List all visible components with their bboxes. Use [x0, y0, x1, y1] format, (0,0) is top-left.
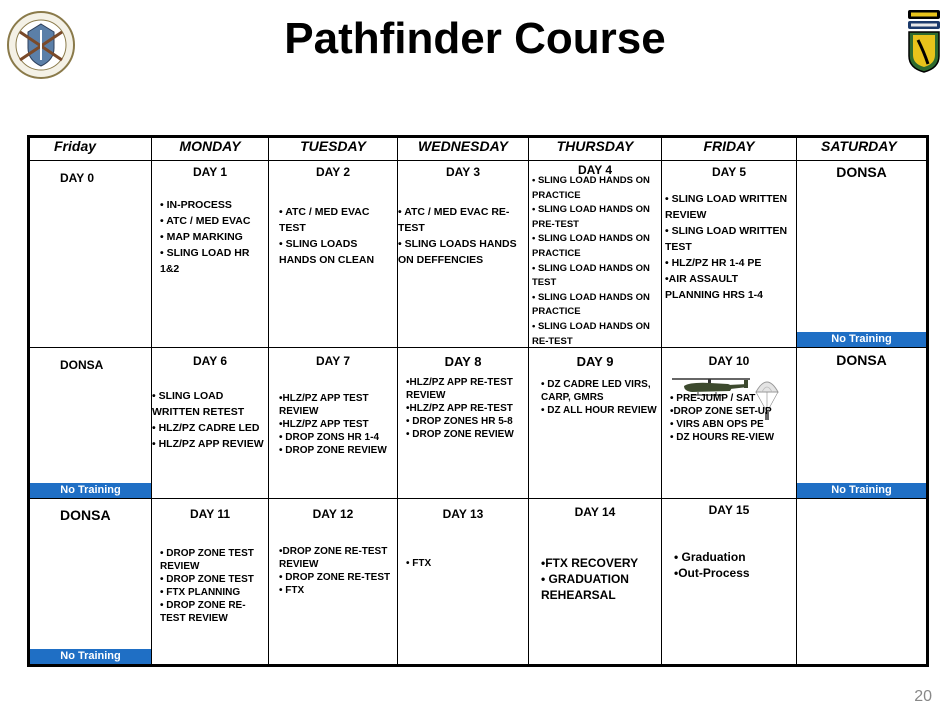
activity-item: • SLING LOAD HANDS ON PRACTICE: [532, 233, 650, 259]
activity-list: [406, 376, 518, 441]
day-label: DAY 8: [444, 354, 482, 369]
activity-item: • DROP ZONE RE-TEST REVIEW: [160, 600, 246, 624]
activity-item: • FTX PLANNING: [160, 587, 241, 598]
donsa-label: DONSA: [60, 507, 111, 523]
activity-list: [665, 191, 795, 303]
day-label: DAY 14: [574, 505, 616, 519]
cell-day-4: [529, 161, 662, 348]
header-friday-2: FRIDAY: [662, 137, 797, 161]
activity-item: •HLZ/PZ APP RE-TEST: [406, 403, 513, 414]
cell-saturday-1: [797, 161, 928, 348]
activity-item: • SLING LOAD HR 1&2: [160, 247, 250, 275]
activity-item: • SLING LOAD WRITTEN RETEST: [152, 390, 245, 418]
activity-list: [674, 549, 792, 581]
activity-item: • DROP ZONE REVIEW: [406, 429, 514, 440]
activity-item: • ATC / MED EVAC RE-TEST: [398, 206, 510, 234]
donsa-label: DONSA: [60, 358, 104, 372]
cell-saturday-3: [797, 499, 928, 666]
table-row: [29, 348, 928, 499]
activity-item: • SLING LOAD HANDS ON PRACTICE: [532, 175, 650, 201]
cell-day-2: [269, 161, 398, 348]
activity-item: • IN-PROCESS: [160, 199, 232, 211]
activity-item: • HLZ/PZ APP REVIEW: [152, 438, 264, 450]
cell-day-12: [269, 499, 398, 666]
activity-item: • PRE-JUMP / SAT: [670, 393, 756, 404]
day-label: DAY 11: [189, 507, 231, 521]
activity-list: [279, 545, 391, 597]
activity-list: [279, 392, 393, 457]
cell-day-0: [29, 161, 152, 348]
activity-item: • DROP ZONS HR 1-4: [279, 432, 379, 443]
cell-day-14: [529, 499, 662, 666]
header-row: [29, 137, 928, 161]
table-row: [29, 161, 928, 348]
activity-list: [541, 378, 659, 417]
activity-item: • DROP ZONE TEST REVIEW: [160, 548, 254, 572]
cell-day-13: [398, 499, 529, 666]
day-label: DAY 10: [708, 354, 750, 368]
activity-list: [152, 388, 269, 452]
activity-item: • Graduation: [674, 550, 746, 564]
cell-day-3: [398, 161, 529, 348]
header-friday: Friday: [29, 137, 152, 161]
cell-saturday-2: [797, 348, 928, 499]
activity-item: • HLZ/PZ HR 1-4 PE: [665, 257, 762, 269]
donsa-label: DONSA: [836, 352, 887, 368]
cell-day-9: [529, 348, 662, 499]
activity-item: •FTX RECOVERY: [541, 556, 639, 570]
header-tuesday: TUESDAY: [269, 137, 398, 161]
cell-donsa-1: [29, 348, 152, 499]
cell-day-10: [662, 348, 797, 499]
no-training-banner: No Training: [30, 483, 151, 498]
day-label: DAY 9: [576, 354, 614, 369]
page-title: Pathfinder Course: [284, 14, 666, 63]
activity-list: [160, 197, 268, 277]
activity-item: • FTX: [279, 585, 305, 596]
activity-list: [279, 204, 397, 268]
header-monday: MONDAY: [152, 137, 269, 161]
ranger-airborne-patch-logo: [906, 8, 942, 74]
activity-item: • SLING LOAD HANDS ON TEST: [532, 262, 650, 289]
activity-item: •HLZ/PZ APP TEST: [279, 419, 369, 430]
page-number: 20: [914, 688, 932, 705]
activity-item: • VIRS ABN OPS PE: [670, 419, 764, 430]
cell-donsa-2: [29, 499, 152, 666]
donsa-label: DONSA: [836, 164, 887, 180]
activity-item: •Out-Process: [674, 566, 750, 580]
activity-list: [532, 174, 660, 349]
activity-item: • ATC / MED EVAC TEST: [279, 206, 370, 234]
activity-item: • DROP ZONES HR 5-8: [406, 416, 513, 427]
header-saturday: SATURDAY: [797, 137, 928, 161]
day-label: DAY 4: [577, 163, 613, 177]
activity-item: •HLZ/PZ APP TEST REVIEW: [279, 393, 369, 417]
day-label: DAY 13: [442, 507, 484, 521]
activity-item: • FTX: [406, 558, 432, 569]
no-training-banner: No Training: [797, 332, 926, 347]
activity-list: [398, 204, 529, 268]
activity-item: • SLING LOADS HANDS ON CLEAN: [279, 238, 375, 266]
day-label: DAY 7: [315, 354, 351, 368]
activity-item: • SLING LOAD HANDS ON PRACTICE: [532, 291, 650, 318]
cell-day-1: [152, 161, 269, 348]
header-wednesday: WEDNESDAY: [398, 137, 529, 161]
activity-list: [406, 557, 524, 570]
cell-day-7: [269, 348, 398, 499]
activity-item: • SLING LOADS HANDS ON DEFFENCIES: [398, 238, 517, 266]
cell-day-5: [662, 161, 797, 348]
activity-item: • DROP ZONE REVIEW: [279, 445, 387, 456]
table-row: [29, 499, 928, 666]
day-label: DAY 2: [315, 165, 351, 179]
day-label: DAY 6: [192, 354, 228, 368]
activity-list: [160, 547, 268, 625]
day-label: DAY 0: [60, 171, 95, 185]
header-thursday: THURSDAY: [529, 137, 662, 161]
activity-item: • DZ HOURS RE-VIEW: [670, 432, 775, 443]
activity-item: •HLZ/PZ APP RE-TEST REVIEW: [406, 377, 513, 401]
activity-item: • SLING LOAD HANDS ON RE-TEST: [532, 320, 650, 347]
activity-item: • HLZ/PZ CADRE LED: [152, 422, 260, 434]
cell-day-15: [662, 499, 797, 666]
activity-item: • SLING LOAD WRITTEN REVIEW: [665, 193, 788, 221]
cell-day-11: [152, 499, 269, 666]
activity-list: [541, 555, 659, 603]
day-label: DAY 1: [192, 165, 228, 179]
no-training-banner: No Training: [30, 649, 151, 664]
activity-item: •AIR ASSAULT PLANNING HRS 1-4: [665, 273, 764, 301]
activity-item: • DROP ZONE RE-TEST: [279, 572, 391, 583]
activity-item: • DROP ZONE TEST: [160, 574, 254, 585]
day-label: DAY 3: [445, 165, 481, 179]
activity-list: [670, 392, 795, 444]
no-training-banner: No Training: [797, 483, 926, 498]
activity-item: • MAP MARKING: [160, 231, 243, 243]
schedule-table: [27, 135, 929, 667]
day-label: DAY 15: [708, 503, 750, 517]
day-label: DAY 5: [711, 165, 747, 179]
day-label: DAY 12: [312, 507, 354, 521]
activity-item: • SLING LOAD WRITTEN TEST: [665, 225, 788, 253]
activity-item: • DZ ALL HOUR REVIEW: [541, 405, 657, 416]
activity-item: • SLING LOAD HANDS ON PRE-TEST: [532, 204, 650, 230]
cell-day-6: [152, 348, 269, 499]
activity-item: •DROP ZONE SET-UP: [670, 406, 772, 417]
activity-item: • ATC / MED EVAC: [160, 215, 251, 227]
activity-item: • DZ CADRE LED VIRS, CARP, GMRS: [541, 379, 651, 403]
activity-item: • GRADUATION REHEARSAL: [541, 572, 629, 602]
activity-item: •DROP ZONE RE-TEST REVIEW: [279, 546, 388, 570]
cell-day-8: [398, 348, 529, 499]
